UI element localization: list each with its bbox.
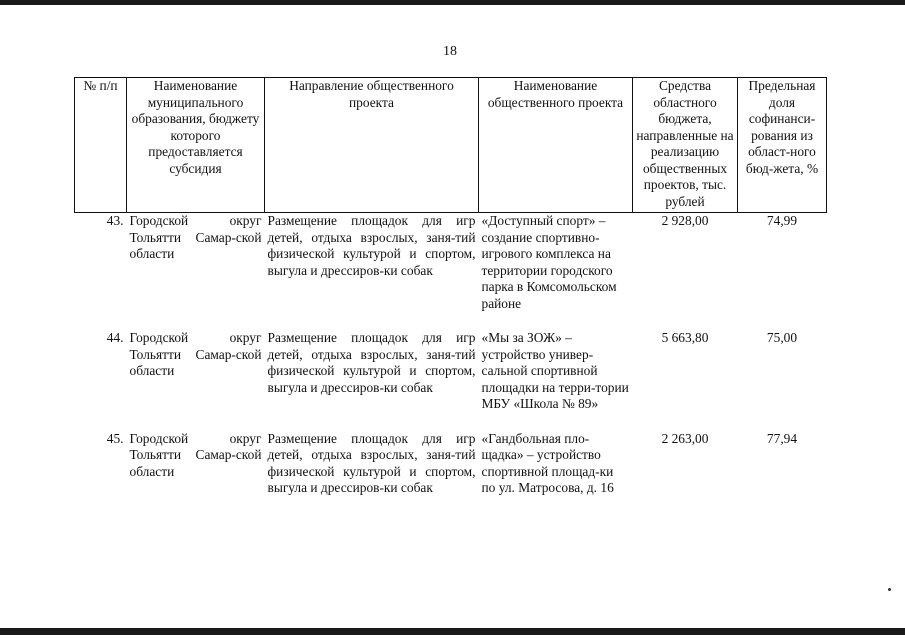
row-municipality: Городской округ Тольятти Самар-ской области [129,330,262,378]
row-number: 45. [106,430,124,446]
row-direction: Размещение площадок для игр детей, отдыха взрослых, заня-тий физической культурой и спортом, выгула и дрессиров-ки собак [267,330,476,395]
row-project: «Мы за ЗОЖ» – устройство универ-сальной спортивной площадки на терри-тории МБУ «Школа № 89» [481,330,629,411]
row-share: 74,99 [766,213,798,228]
scan-speck [888,588,891,591]
row-direction: Размещение площадок для игр детей, отдыха взрослых, заня-тий физической культурой и спортом, выгула и дрессиров-ки собак [267,213,476,278]
header-project: Наименование общественного проекта [479,78,633,213]
row-project: «Доступный спорт» – создание спортивно-игрового комплекса на территории городского парка в Комсомольском районе [481,213,617,311]
row-amount: 2 263,00 [661,430,709,446]
row-amount: 5 663,80 [661,330,709,345]
scan-border-top [0,0,905,5]
row-direction: Размещение площадок для игр детей, отдыха взрослых, заня-тий физической культурой и спортом, выгула и дрессиров-ки собак [267,430,476,495]
row-amount: 2 928,00 [661,213,709,228]
row-number: 43. [106,213,124,228]
row-municipality: Городской округ Тольятти Самар-ской области [129,213,262,261]
table-row [75,330,827,431]
header-municipality: Наименование муниципального образования, бюджету которого предоставляется субсидия [127,78,265,213]
header-amount: Средства областного бюджета, направленные на реализацию общественных проектов, тыс. рублей [633,78,738,213]
subsidy-table [74,77,827,515]
row-share: 77,94 [766,430,798,446]
header-direction: Направление общественного проекта [265,78,479,213]
scan-border-bottom [0,628,905,635]
row-number: 44. [106,330,124,345]
header-share: Предельная доля софинанси-рования из област-ного бюд-жета, % [738,78,827,213]
table-header-row [75,78,827,213]
row-municipality: Городской округ Тольятти Самар-ской области [129,430,262,479]
row-share: 75,00 [766,330,798,345]
page-number: 18 [443,44,457,59]
table-row [75,431,827,515]
header-number: № п/п [75,78,127,213]
row-project: «Гандбольная пло-щадка» – устройство спортивной площад-ки по ул. Матросова, д. 16 [481,430,614,495]
table-row [75,213,827,331]
